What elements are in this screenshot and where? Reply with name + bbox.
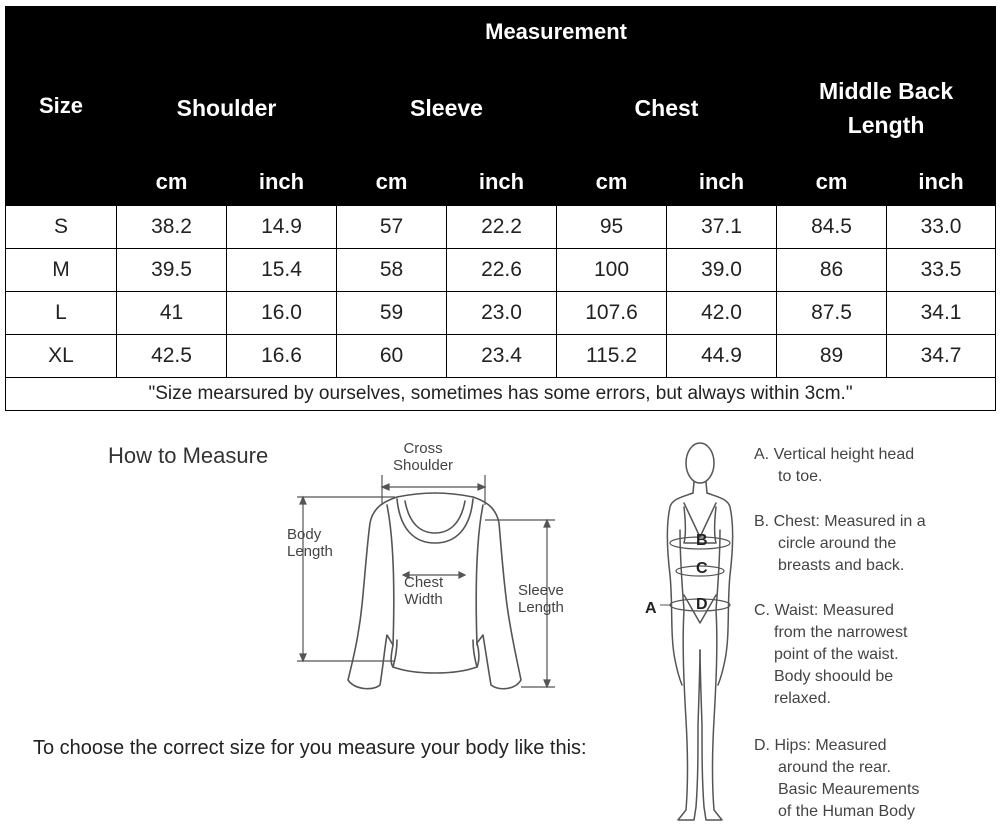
step-line: Basic Meaurements	[778, 781, 920, 798]
size-cell: XL	[6, 335, 117, 378]
value-cell: 34.1	[887, 292, 996, 335]
step-line: around the rear.	[778, 759, 891, 776]
choose-size-instruction: To choose the correct size for you measure your body like this:	[33, 737, 587, 759]
value-cell: 60	[337, 335, 447, 378]
step-line: B. Chest: Measured in a	[754, 513, 926, 530]
value-cell: 100	[557, 249, 667, 292]
value-cell: 42.5	[117, 335, 227, 378]
unit-header: inch	[667, 159, 777, 206]
value-cell: 95	[557, 206, 667, 249]
body-length-label: Body Length	[287, 526, 333, 560]
value-cell: 39.5	[117, 249, 227, 292]
step-a-height	[754, 444, 914, 488]
size-header: Size	[6, 7, 117, 206]
value-cell: 58	[337, 249, 447, 292]
value-cell: 23.4	[447, 335, 557, 378]
unit-header: cm	[557, 159, 667, 206]
size-chart-table	[5, 6, 996, 411]
value-cell: 37.1	[667, 206, 777, 249]
table-row	[6, 335, 996, 378]
value-cell: 15.4	[227, 249, 337, 292]
body-letter-a: A	[645, 600, 657, 617]
value-cell: 42.0	[667, 292, 777, 335]
measurement-header: Measurement	[117, 7, 996, 58]
value-cell: 87.5	[777, 292, 887, 335]
table-row	[6, 292, 996, 335]
value-cell: 23.0	[447, 292, 557, 335]
chest-width-label: Chest Width	[404, 574, 444, 608]
body-letter-c: C	[696, 560, 708, 577]
size-cell: M	[6, 249, 117, 292]
value-cell: 115.2	[557, 335, 667, 378]
value-cell: 89	[777, 335, 887, 378]
unit-header: cm	[777, 159, 887, 206]
unit-header: cm	[337, 159, 447, 206]
step-line: D. Hips: Measured	[754, 737, 887, 754]
unit-header: inch	[447, 159, 557, 206]
size-cell: L	[6, 292, 117, 335]
body-letter-b: B	[696, 532, 708, 549]
step-line: relaxed.	[774, 690, 831, 707]
unit-header: inch	[887, 159, 996, 206]
body-letter-d: D	[696, 596, 708, 613]
table-row	[6, 206, 996, 249]
value-cell: 38.2	[117, 206, 227, 249]
sleeve-header: Sleeve	[337, 58, 557, 159]
step-line: from the narrowest	[774, 624, 908, 641]
value-cell: 44.9	[667, 335, 777, 378]
human-body-diagram	[640, 435, 750, 830]
measurement-note: "Size mearsured by ourselves, sometimes has some errors, but always within 3cm."	[6, 378, 996, 411]
value-cell: 33.0	[887, 206, 996, 249]
value-cell: 34.7	[887, 335, 996, 378]
value-cell: 14.9	[227, 206, 337, 249]
step-line: of the Human Body	[778, 803, 915, 820]
value-cell: 33.5	[887, 249, 996, 292]
unit-header: inch	[227, 159, 337, 206]
chest-header: Chest	[557, 58, 777, 159]
step-line: C. Waist: Measured	[754, 602, 894, 619]
middle-back-length-header: Middle Back Length	[777, 58, 996, 159]
value-cell: 107.6	[557, 292, 667, 335]
value-cell: 57	[337, 206, 447, 249]
step-line: circle around the	[778, 535, 897, 552]
step-line: to toe.	[778, 468, 823, 485]
sweater-diagram	[285, 435, 605, 705]
table-row	[6, 249, 996, 292]
step-b-chest	[754, 511, 926, 577]
value-cell: 16.6	[227, 335, 337, 378]
value-cell: 22.2	[447, 206, 557, 249]
value-cell: 84.5	[777, 206, 887, 249]
step-c-waist	[754, 600, 907, 710]
size-cell: S	[6, 206, 117, 249]
step-line: Body shoould be	[774, 668, 894, 685]
sleeve-length-label: Sleeve Length	[518, 582, 564, 616]
cross-shoulder-label: Cross Shoulder	[393, 440, 454, 474]
step-line: A. Vertical height head	[754, 446, 915, 463]
value-cell: 16.0	[227, 292, 337, 335]
step-line: breasts and back.	[778, 557, 905, 574]
shoulder-header: Shoulder	[117, 58, 337, 159]
value-cell: 39.0	[667, 249, 777, 292]
value-cell: 41	[117, 292, 227, 335]
value-cell: 59	[337, 292, 447, 335]
unit-header: cm	[117, 159, 227, 206]
step-line: point of the waist.	[774, 646, 899, 663]
value-cell: 86	[777, 249, 887, 292]
value-cell: 22.6	[447, 249, 557, 292]
step-d-hips	[754, 735, 919, 823]
how-to-measure-title: How to Measure	[108, 443, 269, 468]
